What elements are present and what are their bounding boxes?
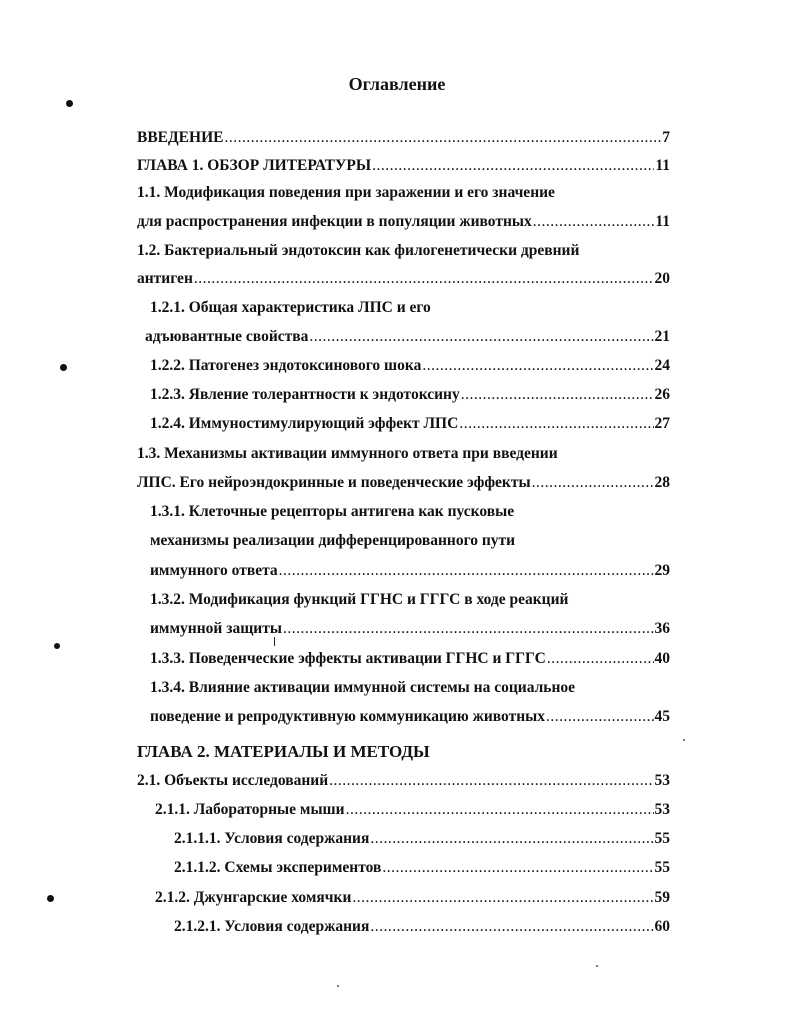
toc-entry-text: 1.2.4. Иммуностимулирующий эффект ЛПС <box>150 415 459 432</box>
toc-entry[interactable] <box>145 327 670 347</box>
toc-entry[interactable] <box>150 649 670 669</box>
punch-hole-mark <box>60 364 67 371</box>
leader-dots <box>370 829 653 849</box>
leader-dots <box>279 561 654 581</box>
toc-entry[interactable] <box>174 858 670 878</box>
toc-entry[interactable] <box>150 531 515 551</box>
leader-dots <box>370 917 653 937</box>
toc-page-number: 40 <box>654 650 670 667</box>
toc-page-number: 59 <box>654 889 670 906</box>
toc-entry[interactable] <box>150 385 670 405</box>
toc-entry-text: иммунного ответа <box>150 562 278 579</box>
toc-entry-text: адъювантные свойства <box>145 328 309 345</box>
toc-entry[interactable] <box>137 212 670 232</box>
leader-dots <box>547 649 654 669</box>
toc-entry-text: 1.3.3. Поведенческие эффекты активации ГГНС и ГГГС <box>150 650 546 667</box>
toc-page-number: 7 <box>662 129 670 146</box>
toc-entry[interactable] <box>150 561 670 581</box>
toc-entry[interactable] <box>150 619 670 639</box>
toc-entry[interactable] <box>174 829 670 849</box>
toc-page-number: 60 <box>654 918 670 935</box>
toc-entry-text: 2.1.2.1. Условия содержания <box>174 918 370 935</box>
scan-artifact <box>274 637 275 646</box>
leader-dots <box>372 156 654 176</box>
toc-entry[interactable] <box>137 241 579 261</box>
toc-entry[interactable] <box>137 128 670 148</box>
leader-dots <box>309 327 653 347</box>
toc-entry[interactable] <box>137 444 558 464</box>
toc-page-number: 55 <box>654 830 670 847</box>
toc-entry-text: 1.3.2. Модификация функций ГГНС и ГГГС в ходе реакций <box>150 591 569 608</box>
leader-dots <box>532 473 654 493</box>
toc-page-number: 45 <box>654 708 670 725</box>
toc-entry[interactable] <box>155 888 670 908</box>
toc-entry-text: иммунной защиты <box>150 620 282 637</box>
leader-dots <box>422 356 653 376</box>
toc-page-number: 36 <box>654 620 670 637</box>
toc-entry-text: 1.3.4. Влияние активации иммунной системы на социальное <box>150 679 576 696</box>
punch-hole-mark <box>54 643 60 649</box>
leader-dots <box>352 888 653 908</box>
toc-entry-text: 2.1.1.2. Схемы экспериментов <box>174 859 382 876</box>
toc-entry[interactable] <box>137 771 670 791</box>
leader-dots <box>224 128 661 148</box>
leader-dots <box>283 619 654 639</box>
punch-hole-mark <box>66 100 73 107</box>
scan-artifact <box>683 739 685 741</box>
toc-entry-text: 1.2.1. Общая характеристика ЛПС и его <box>150 299 431 316</box>
toc-entry[interactable] <box>137 156 670 176</box>
toc-page-number: 20 <box>654 270 670 287</box>
toc-entry-text: механизмы реализации дифференцированного пути <box>150 532 516 549</box>
leader-dots <box>329 771 653 791</box>
toc-entry[interactable] <box>137 269 670 289</box>
toc-entry-text: ГЛАВА 1. ОБЗОР ЛИТЕРАТУРЫ <box>137 157 372 174</box>
toc-page-number: 29 <box>654 562 670 579</box>
toc-entry-text: 2.1. Объекты исследований <box>137 772 329 789</box>
toc-entry[interactable] <box>150 414 670 434</box>
toc-entry-text: ЛПС. Его нейроэндокринные и поведенческие эффекты <box>137 474 531 491</box>
toc-entry-text: 1.3. Механизмы активации иммунного ответа при введении <box>137 445 558 462</box>
leader-dots <box>346 800 654 820</box>
toc-entry[interactable] <box>155 800 670 820</box>
scan-artifact <box>337 985 339 987</box>
page-title: Оглавление <box>348 74 446 94</box>
punch-hole-mark <box>47 895 54 902</box>
toc-entry-text: 2.1.2. Джунгарские хомячки <box>155 889 352 906</box>
toc-entry-text: антиген <box>137 270 193 287</box>
toc-entry-text: для распространения инфекции в популяции животных <box>137 213 532 230</box>
toc-page-number: 26 <box>654 386 670 403</box>
leader-dots <box>546 707 654 727</box>
toc-entry-text: 2.1.1. Лабораторные мыши <box>155 801 345 818</box>
toc-entry-text: 1.1. Модификация поведения при заражении и его значение <box>137 184 555 201</box>
toc-entry[interactable] <box>174 917 670 937</box>
toc-page-number: 53 <box>654 772 670 789</box>
leader-dots <box>194 269 654 289</box>
toc-entry-text: 1.2.3. Явление толерантности к эндотоксину <box>150 386 460 403</box>
toc-entry[interactable] <box>150 502 514 522</box>
toc-entry-text: 2.1.1.1. Условия содержания <box>174 830 370 847</box>
leader-dots <box>461 385 654 405</box>
toc-page-number: 24 <box>654 357 670 374</box>
toc-entry-text: ВВЕДЕНИЕ <box>137 129 224 146</box>
toc-page-number: 11 <box>655 213 670 230</box>
toc-page-number: 53 <box>654 801 670 818</box>
toc-page-number: 21 <box>654 328 670 345</box>
scan-artifact <box>596 965 598 967</box>
toc-entry[interactable] <box>150 590 568 610</box>
toc-entry[interactable] <box>150 298 431 318</box>
toc-entry[interactable] <box>137 183 555 203</box>
toc-page-number: 28 <box>654 474 670 491</box>
toc-entry[interactable] <box>137 742 430 762</box>
leader-dots <box>533 212 655 232</box>
toc-entry-text: поведение и репродуктивную коммуникацию животных <box>150 708 545 725</box>
toc-entry[interactable] <box>150 678 575 698</box>
toc-page-number: 27 <box>654 415 670 432</box>
toc-entry[interactable] <box>137 473 670 493</box>
toc-entry-text: ГЛАВА 2. МАТЕРИАЛЫ И МЕТОДЫ <box>137 742 430 761</box>
toc-entry[interactable] <box>150 707 670 727</box>
toc-entry-text: 1.3.1. Клеточные рецепторы антигена как пусковые <box>150 503 515 520</box>
toc-page-number: 55 <box>654 859 670 876</box>
leader-dots <box>459 414 653 434</box>
toc-page-number: 11 <box>655 157 670 174</box>
toc-entry-text: 1.2.2. Патогенез эндотоксинового шока <box>150 357 422 374</box>
leader-dots <box>382 858 653 878</box>
toc-entry[interactable] <box>150 356 670 376</box>
toc-entry-text: 1.2. Бактериальный эндотоксин как филогенетически древний <box>137 242 580 259</box>
